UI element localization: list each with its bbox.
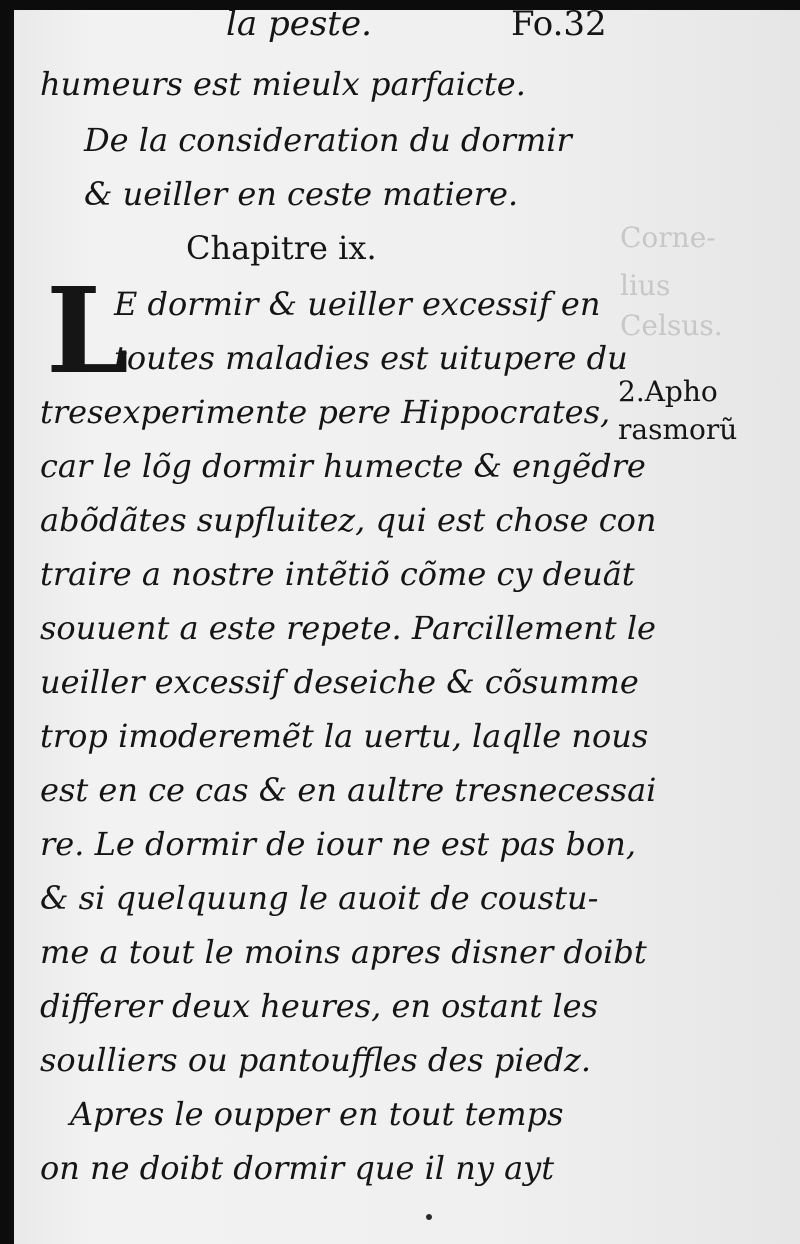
text-line: abõdãtes supfluitez, qui est chose con — [40, 501, 657, 539]
text-line: me a tout le moins apres disner doibt — [40, 933, 647, 971]
text-line: E dormir & ueiller excessif en — [114, 285, 601, 323]
text-line: ueiller excessif deseiche & cõsumme — [40, 663, 639, 701]
text-line: soulliers ou pantouffles des piedz. — [40, 1041, 592, 1079]
text-line: & si quelquung le auoit de coustu- — [40, 879, 599, 917]
text-line: differer deux heures, en ostant les — [40, 987, 599, 1025]
running-title: la peste. — [226, 10, 372, 44]
text-line: est en ce cas & en aultre tresnecessai — [40, 771, 657, 809]
bleed-through-text: Celsus. — [620, 309, 723, 342]
text-line: re. Le dormir de iour ne est pas bon, — [40, 825, 636, 863]
section-heading-line-1: De la consideration du dormir — [84, 121, 572, 159]
text-line: souuent a este repete. Parcillement le — [40, 609, 656, 647]
page-ornament-dot — [426, 1214, 432, 1220]
book-page — [14, 10, 800, 1244]
text-line: traire a nostre intẽtiõ cõme cy deuãt — [40, 555, 635, 593]
margin-note-line-1: 2.Apho — [618, 375, 718, 408]
text-line: trop imoderemẽt la uertu, laqlle nous — [40, 717, 649, 755]
chapter-heading: Chapitre ix. — [186, 229, 377, 267]
section-heading-line-2: & ueiller en ceste matiere. — [84, 175, 519, 213]
text-line: humeurs est mieulx parfaicte. — [40, 65, 526, 103]
text-line: on ne doibt dormir que il ny ayt — [40, 1149, 555, 1187]
text-line: tresexperimente pere Hippocrates, — [40, 393, 611, 431]
text-line: car le lõg dormir humecte & engẽdre — [40, 447, 646, 485]
running-head — [226, 10, 626, 48]
bleed-through-text: Corne- — [620, 221, 716, 254]
bleed-through-text: lius — [620, 269, 671, 302]
folio-number: Fo.32 — [511, 10, 607, 44]
margin-note-line-2: rasmorũ — [618, 413, 738, 446]
text-line: Apres le oupper en tout temps — [70, 1095, 564, 1133]
drop-cap: L — [46, 261, 129, 400]
text-line: toutes maladies est uitupere du — [114, 339, 628, 377]
